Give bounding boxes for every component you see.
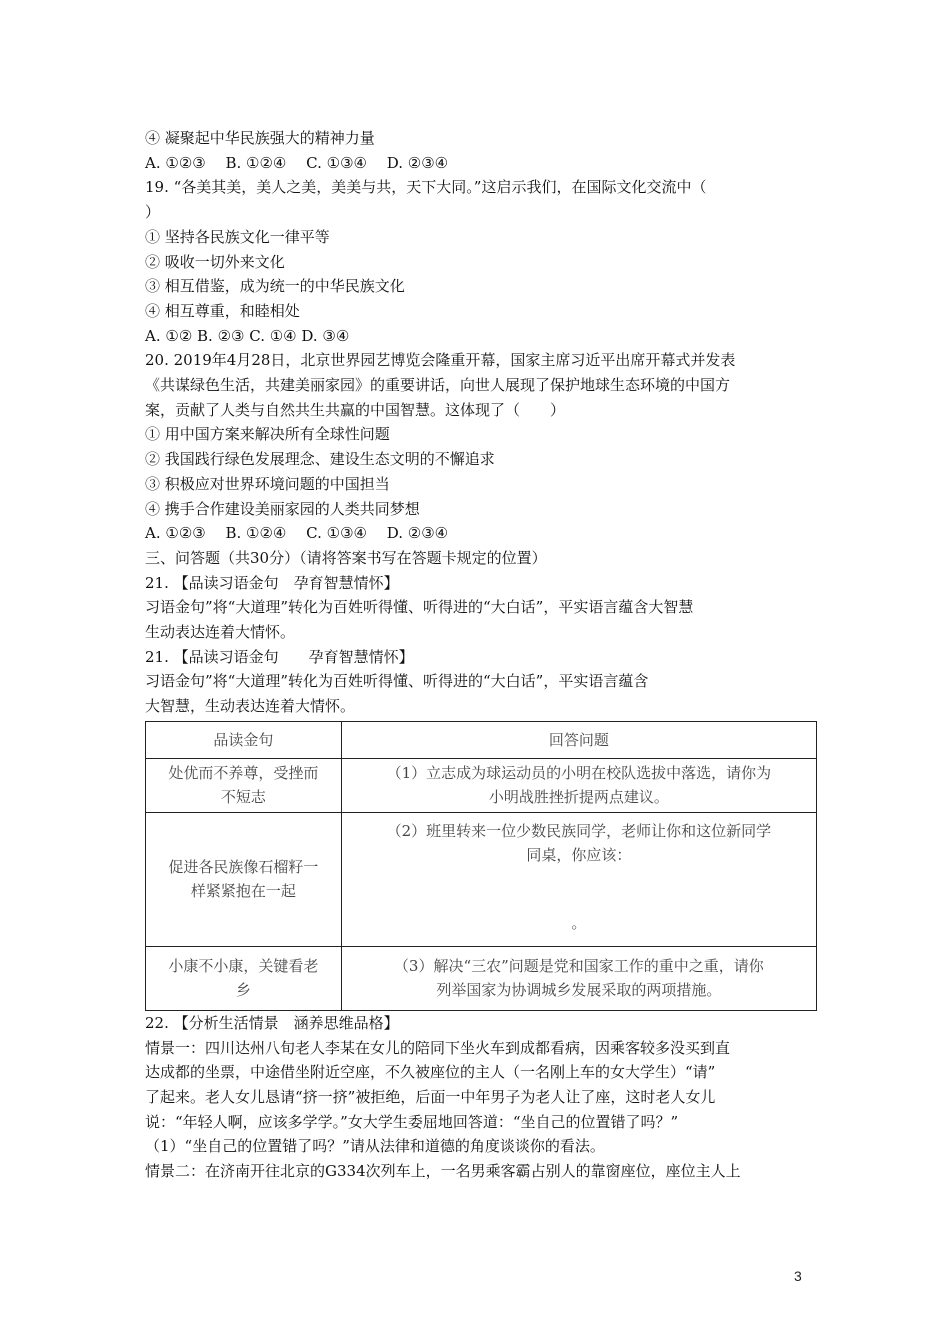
table-header-quote: 品读金句	[146, 721, 342, 758]
scenario-1-line-2: 达成都的坐票，中途借坐附近空座，不久被座位的主人（一名刚上车的女大学生）“请”	[145, 1063, 716, 1082]
table-row	[146, 812, 817, 946]
answer-choices-18: A. ①②③ B. ①②④ C. ①③④ D. ②③④	[145, 153, 449, 172]
question-line: （3）解决“三农”问题是党和国家工作的重中之重，请你	[393, 957, 764, 976]
scenario-1-line-1: 情景一：四川达州八旬老人李某在女儿的陪同下坐火车到成都看病，因乘客较多没买到直	[145, 1038, 731, 1057]
question-20-line-2: 《共谋绿色生活，共建美丽家园》的重要讲话，向世人展现了保护地球生态环境的中国方	[145, 376, 731, 395]
text-block-top	[145, 126, 815, 719]
question-20-option-1: ① 用中国方案来解决所有全球性问题	[145, 425, 390, 444]
question-21-table	[145, 721, 817, 1011]
document-page	[145, 126, 815, 1184]
question-19-option-1: ① 坚持各民族文化一律平等	[145, 227, 330, 246]
question-line: 列举国家为协调城乡发展采取的两项措施。	[436, 981, 722, 1000]
quote-line: 促进各民族像石榴籽一	[168, 858, 319, 877]
question-21-intro-line-2: 生动表达连着大情怀。	[145, 623, 296, 642]
question-20-option-2: ② 我国践行绿色发展理念、建设生态文明的不懈追求	[145, 450, 495, 469]
table-cell-question	[341, 946, 816, 1010]
question-20-option-4: ④ 携手合作建设美丽家园的人类共同梦想	[145, 499, 420, 518]
question-21-intro-repeat-line-2: 大智慧，生动表达连着大情怀。	[145, 697, 356, 716]
table-row	[146, 946, 817, 1010]
table-cell-quote	[146, 946, 342, 1010]
question-19-stem: 19. “各美其美，美人之美，美美与共，天下大同。”这启示我们，在国际文化交流中（	[145, 178, 707, 197]
answer-blank-end: 。	[571, 913, 587, 932]
option-4-line: ④ 凝聚起中华民族强大的精神力量	[145, 129, 375, 147]
question-20-line-3: 案，贡献了人类与自然共生共赢的中国智慧。这体现了（ ）	[145, 400, 566, 419]
scenario-2-line-1: 情景二：在济南开往北京的G334次列车上，一名男乘客霸占别人的靠窗座位，座位主人上	[145, 1162, 741, 1181]
quote-line: 乡	[235, 981, 251, 1000]
question-line: （1）立志成为球运动员的小明在校队选拔中落选，请你为	[386, 764, 772, 783]
table-cell-quote	[146, 758, 342, 812]
question-line: 同桌，你应该：	[526, 845, 632, 864]
question-19-option-3: ③ 相互借鉴，成为统一的中华民族文化	[145, 277, 405, 296]
table-header-question: 回答问题	[341, 721, 816, 758]
question-19-paren: ）	[145, 203, 161, 222]
question-line: 小明战胜挫折提两点建议。	[488, 788, 669, 807]
scenario-1-line-3: 了起来。老人女儿恳请“挤一挤”被拒绝，后面一中年男子为老人让了座，这时老人女儿	[145, 1087, 716, 1106]
text-block-bottom	[145, 1011, 815, 1184]
answer-choices-20: A. ①②③ B. ①②④ C. ①③④ D. ②③④	[145, 524, 449, 543]
question-line: （2）班里转来一位少数民族同学，老师让你和这位新同学	[386, 821, 772, 840]
question-block	[348, 813, 810, 935]
table-header-row	[146, 721, 817, 758]
question-19-option-4: ④ 相互尊重，和睦相处	[145, 301, 300, 320]
question-19-option-2: ② 吸收一切外来文化	[145, 252, 285, 271]
question-20-option-3: ③ 积极应对世界环境问题的中国担当	[145, 474, 390, 493]
quote-line: 不短志	[220, 788, 266, 807]
question-22-sub-1: （1）“坐自己的位置错了吗？”请从法律和道德的角度谈谈你的看法。	[145, 1137, 605, 1156]
question-22-title: 22. 【分析生活情景 涵养思维品格】	[145, 1013, 399, 1032]
table-cell-question	[341, 812, 816, 946]
question-21-title-repeat: 21. 【品读习语金句 孕育智慧情怀】	[145, 647, 414, 666]
table-row	[146, 758, 817, 812]
question-21-intro-line-1: 习语金句”将“大道理”转化为百姓听得懂、听得进的“大白话”，平实语言蕴含大智慧	[145, 598, 694, 617]
page-number: 3	[794, 1268, 802, 1284]
question-20-line-1: 20. 2019年4月28日，北京世界园艺博览会隆重开幕，国家主席习近平出席开幕式并发表	[145, 351, 736, 370]
section-3-heading: 三、问答题（共30分）（请将答案书写在答题卡规定的位置）	[145, 548, 547, 567]
quote-line: 处优而不养尊，受挫而	[168, 764, 319, 783]
table-cell-question	[341, 758, 816, 812]
question-21-title: 21. 【品读习语金句 孕育智慧情怀】	[145, 573, 399, 592]
quote-line: 样紧紧抱在一起	[190, 882, 296, 901]
quote-line: 小康不小康，关键看老	[168, 957, 319, 976]
answer-choices-19: A. ①② B. ②③ C. ①④ D. ③④	[145, 326, 350, 345]
scenario-1-line-4: 说：“年轻人啊，应该多学学。”女大学生委屈地回答道：“坐自己的位置错了吗？”	[145, 1112, 679, 1131]
question-21-intro-repeat-line-1: 习语金句”将“大道理”转化为百姓听得懂、听得进的“大白话”，平实语言蕴含	[145, 672, 649, 691]
table-cell-quote	[146, 812, 342, 946]
